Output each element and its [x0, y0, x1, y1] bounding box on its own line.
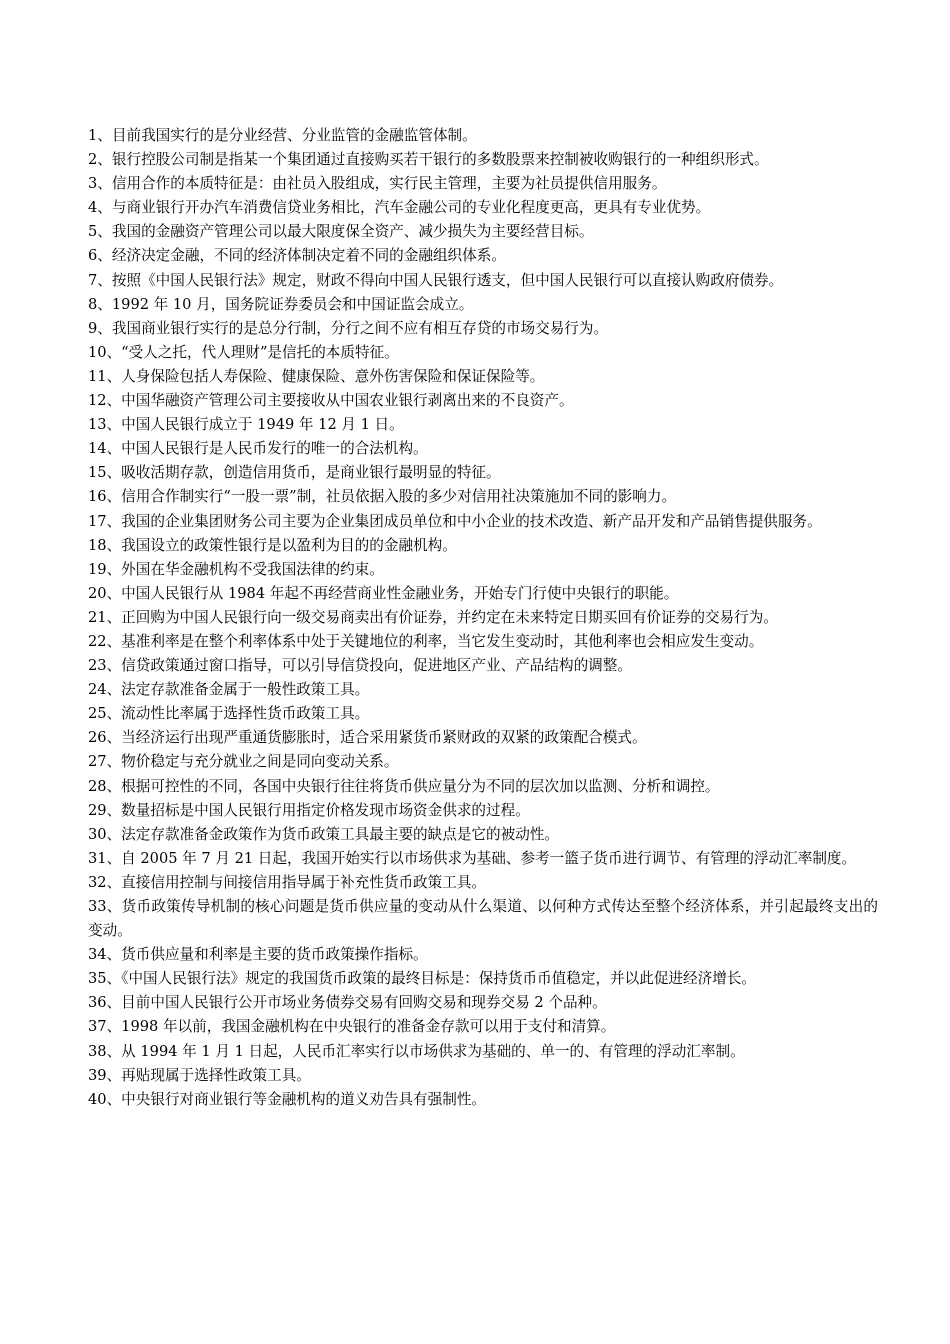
statement-item: 25、流动性比率属于选择性货币政策工具。: [88, 705, 370, 723]
statement-item: 38、从 1994 年 1 月 1 日起，人民币汇率实行以市场供求为基础的、单一的、有管理的浮动汇率制。: [88, 1042, 745, 1060]
statement-item: 18、我国设立的政策性银行是以盈利为目的的金融机构。: [88, 536, 457, 554]
statement-item: 4、与商业银行开办汽车消费信贷业务相比，汽车金融公司的专业化程度更高，更具有专业优势。: [88, 199, 711, 217]
statement-item: 40、中央银行对商业银行等金融机构的道义劝告具有强制性。: [88, 1090, 487, 1108]
statement-item: 13、中国人民银行成立于 1949 年 12 月 1 日。: [88, 416, 404, 434]
statement-item: 5、我国的金融资产管理公司以最大限度保全资产、减少损失为主要经营目标。: [88, 223, 594, 241]
statement-item: 32、直接信用控制与间接信用指导属于补充性货币政策工具。: [88, 873, 487, 891]
statement-item: 6、经济决定金融，不同的经济体制决定着不同的金融组织体系。: [88, 247, 506, 265]
statement-item: 35、《中国人民银行法》规定的我国货币政策的最终目标是：保持货币币值稳定，并以此促进经济增长。: [88, 970, 756, 988]
statement-item: 27、物价稳定与充分就业之间是同向变动关系。: [88, 753, 399, 771]
statement-list: [88, 124, 878, 1112]
statement-item: 21、正回购为中国人民银行向一级交易商卖出有价证券，并约定在未来特定日期买回有价证券的交易行为。: [88, 608, 778, 626]
statement-item: 14、中国人民银行是人民币发行的唯一的合法机构。: [88, 440, 428, 458]
statement-item: 29、数量招标是中国人民银行用指定价格发现市场资金供求的过程。: [88, 801, 530, 819]
statement-item: 33、货币政策传导机制的核心问题是货币供应量的变动从什么渠道、以何种方式传达至整个经济体系，并引起最终支出的变动。: [88, 898, 878, 940]
statement-item: 16、信用合作制实行“一股一票”制，社员依据入股的多少对信用社决策施加不同的影响力。: [88, 488, 677, 506]
statement-item: 11、人身保险包括人寿保险、健康保险、意外伤害保险和保证保险等。: [88, 367, 545, 385]
statement-item: 8、1992 年 10 月，国务院证券委员会和中国证监会成立。: [88, 295, 474, 313]
statement-item: 7、按照《中国人民银行法》规定，财政不得向中国人民银行透支，但中国人民银行可以直接认购政府债券。: [88, 271, 784, 289]
statement-item: 28、根据可控性的不同，各国中央银行往往将货币供应量分为不同的层次加以监测、分析和调控。: [88, 777, 720, 795]
statement-item: 17、我国的企业集团财务公司主要为企业集团成员单位和中小企业的技术改造、新产品开发和产品销售提供服务。: [88, 512, 822, 530]
statement-item: 31、自 2005 年 7 月 21 日起，我国开始实行以市场供求为基础、参考一篮子货币进行调节、有管理的浮动汇率制度。: [88, 849, 857, 867]
statement-item: 37、1998 年以前，我国金融机构在中央银行的准备金存款可以用于支付和清算。: [88, 1018, 616, 1036]
statement-item: 23、信贷政策通过窗口指导，可以引导信贷投向，促进地区产业、产品结构的调整。: [88, 657, 632, 675]
statement-item: 24、法定存款准备金属于一般性政策工具。: [88, 681, 370, 699]
statement-item: 39、再贴现属于选择性政策工具。: [88, 1066, 311, 1084]
statement-item: 9、我国商业银行实行的是总分行制，分行之间不应有相互存贷的市场交易行为。: [88, 319, 609, 337]
statement-item: 2、银行控股公司制是指某一个集团通过直接购买若干银行的多数股票来控制被收购银行的一种组织形式。: [88, 151, 769, 169]
statement-item: 34、货币供应量和利率是主要的货币政策操作指标。: [88, 946, 428, 964]
statement-item: 19、外国在华金融机构不受我国法律的约束。: [88, 560, 384, 578]
statement-item: 12、中国华融资产管理公司主要接收从中国农业银行剥离出来的不良资产。: [88, 392, 574, 410]
statement-item: 20、中国人民银行从 1984 年起不再经营商业性金融业务，开始专门行使中央银行的职能。: [88, 584, 679, 602]
statement-item: 1、目前我国实行的是分业经营、分业监管的金融监管体制。: [88, 127, 477, 144]
statement-item: 10、“受人之托，代人理财”是信托的本质特征。: [88, 343, 399, 361]
statement-item: 3、信用合作的本质特征是：由社员入股组成，实行民主管理，主要为社员提供信用服务。: [88, 175, 667, 193]
statement-item: 15、吸收活期存款，创造信用货币，是商业银行最明显的特征。: [88, 464, 501, 482]
statement-item: 26、当经济运行出现严重通货膨胀时，适合采用紧货币紧财政的双紧的政策配合模式。: [88, 729, 647, 747]
statement-item: 36、目前中国人民银行公开市场业务债券交易有回购交易和现券交易 2 个品种。: [88, 994, 607, 1012]
statement-item: 22、基准利率是在整个利率体系中处于关键地位的利率，当它发生变动时，其他利率也会相应发生变动。: [88, 632, 764, 650]
statement-item: 30、法定存款准备金政策作为货币政策工具最主要的缺点是它的被动性。: [88, 825, 559, 843]
